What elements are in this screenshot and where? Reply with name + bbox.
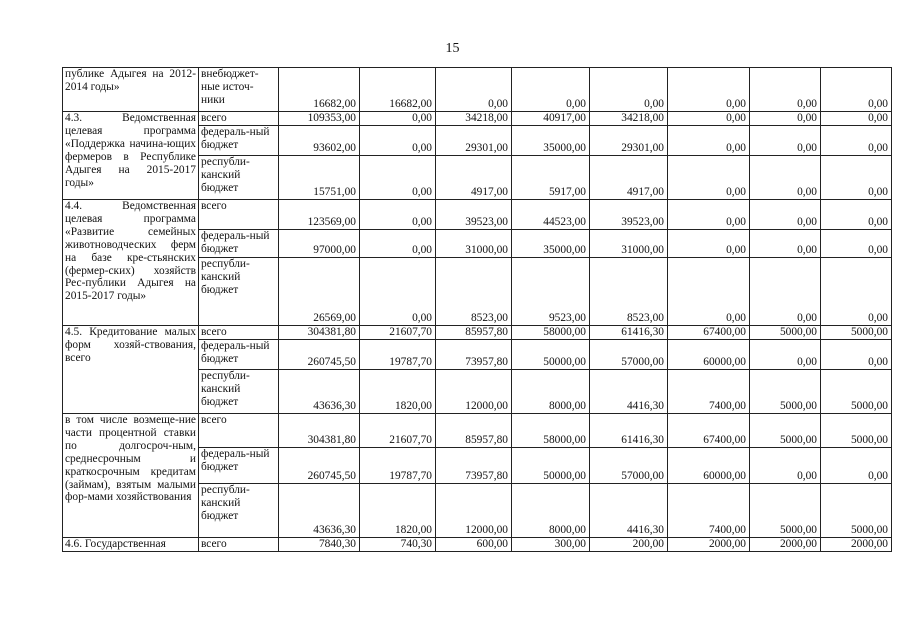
- amount-cell: 57000,00: [590, 340, 668, 370]
- amount-cell: 12000,00: [436, 484, 512, 538]
- amount-cell: 4917,00: [590, 156, 668, 200]
- amount-cell: 58000,00: [512, 326, 590, 340]
- amount-cell: 21607,70: [360, 326, 436, 340]
- amount-cell: 93602,00: [279, 126, 360, 156]
- amount-cell: 61416,30: [590, 414, 668, 448]
- funding-source-cell: всего: [199, 538, 279, 552]
- amount-cell: 0,00: [436, 68, 512, 112]
- amount-cell: 0,00: [512, 68, 590, 112]
- amount-cell: 0,00: [668, 230, 750, 258]
- program-name-cell: 4.4. Ведомственная целевая программа «Развитие семейных животноводческих ферм на базе кре-стьянских (фермер-ских) хозяйств Рес-публики Адыгея на 2015-2017 годы»: [63, 200, 199, 326]
- amount-cell: 60000,00: [668, 340, 750, 370]
- amount-cell: 67400,00: [668, 326, 750, 340]
- amount-cell: 0,00: [360, 258, 436, 326]
- amount-cell: 5000,00: [750, 414, 821, 448]
- amount-cell: 9523,00: [512, 258, 590, 326]
- amount-cell: 0,00: [360, 126, 436, 156]
- amount-cell: 43636,30: [279, 370, 360, 414]
- amount-cell: 21607,70: [360, 414, 436, 448]
- funding-source-cell: внебюджет-ные источ-ники: [199, 68, 279, 112]
- amount-cell: 0,00: [750, 340, 821, 370]
- amount-cell: 0,00: [668, 258, 750, 326]
- amount-cell: 0,00: [750, 68, 821, 112]
- amount-cell: 31000,00: [436, 230, 512, 258]
- funding-source-cell: всего: [199, 200, 279, 230]
- amount-cell: 16682,00: [279, 68, 360, 112]
- amount-cell: 300,00: [512, 538, 590, 552]
- program-name-cell: в том числе возмеще-ние части процентной ставки по долгосроч-ным, среднесрочным и краткосрочным кредитам (займам), взятым малыми фор-мами хозяйствования: [63, 414, 199, 538]
- funding-source-cell: республи-канский бюджет: [199, 258, 279, 326]
- amount-cell: 7840,30: [279, 538, 360, 552]
- amount-cell: 0,00: [668, 112, 750, 126]
- amount-cell: 8523,00: [590, 258, 668, 326]
- amount-cell: 0,00: [360, 200, 436, 230]
- program-name-cell: 4.5. Кредитование малых форм хозяй-ствования, всего: [63, 326, 199, 414]
- amount-cell: 8523,00: [436, 258, 512, 326]
- amount-cell: 304381,80: [279, 414, 360, 448]
- amount-cell: 600,00: [436, 538, 512, 552]
- table-row: [63, 200, 892, 230]
- amount-cell: 60000,00: [668, 448, 750, 484]
- amount-cell: 123569,00: [279, 200, 360, 230]
- amount-cell: 67400,00: [668, 414, 750, 448]
- amount-cell: 0,00: [821, 258, 892, 326]
- table-row: [63, 68, 892, 112]
- amount-cell: 5000,00: [821, 414, 892, 448]
- amount-cell: 0,00: [750, 230, 821, 258]
- amount-cell: 5917,00: [512, 156, 590, 200]
- amount-cell: 0,00: [360, 112, 436, 126]
- amount-cell: 50000,00: [512, 448, 590, 484]
- amount-cell: 40917,00: [512, 112, 590, 126]
- amount-cell: 0,00: [750, 156, 821, 200]
- amount-cell: 0,00: [750, 112, 821, 126]
- funding-source-cell: всего: [199, 414, 279, 448]
- amount-cell: 7400,00: [668, 370, 750, 414]
- amount-cell: 34218,00: [590, 112, 668, 126]
- amount-cell: 26569,00: [279, 258, 360, 326]
- amount-cell: 97000,00: [279, 230, 360, 258]
- amount-cell: 2000,00: [821, 538, 892, 552]
- amount-cell: 19787,70: [360, 448, 436, 484]
- amount-cell: 43636,30: [279, 484, 360, 538]
- amount-cell: 5000,00: [821, 484, 892, 538]
- amount-cell: 85957,80: [436, 326, 512, 340]
- table-row: [63, 112, 892, 126]
- funding-source-cell: федераль-ный бюджет: [199, 448, 279, 484]
- amount-cell: 0,00: [668, 200, 750, 230]
- amount-cell: 61416,30: [590, 326, 668, 340]
- amount-cell: 35000,00: [512, 230, 590, 258]
- amount-cell: 73957,80: [436, 340, 512, 370]
- amount-cell: 0,00: [360, 156, 436, 200]
- amount-cell: 0,00: [750, 258, 821, 326]
- amount-cell: 1820,00: [360, 370, 436, 414]
- amount-cell: 39523,00: [436, 200, 512, 230]
- table-row: [63, 414, 892, 448]
- amount-cell: 0,00: [821, 340, 892, 370]
- amount-cell: 0,00: [821, 112, 892, 126]
- amount-cell: 15751,00: [279, 156, 360, 200]
- amount-cell: 31000,00: [590, 230, 668, 258]
- table-row: [63, 326, 892, 340]
- amount-cell: 19787,70: [360, 340, 436, 370]
- amount-cell: 109353,00: [279, 112, 360, 126]
- amount-cell: 2000,00: [668, 538, 750, 552]
- amount-cell: 7400,00: [668, 484, 750, 538]
- amount-cell: 5000,00: [821, 326, 892, 340]
- amount-cell: 304381,80: [279, 326, 360, 340]
- amount-cell: 1820,00: [360, 484, 436, 538]
- amount-cell: 44523,00: [512, 200, 590, 230]
- amount-cell: 50000,00: [512, 340, 590, 370]
- amount-cell: 0,00: [668, 156, 750, 200]
- amount-cell: 4416,30: [590, 370, 668, 414]
- amount-cell: 4917,00: [436, 156, 512, 200]
- budget-table: [62, 67, 892, 552]
- amount-cell: 0,00: [821, 200, 892, 230]
- amount-cell: 35000,00: [512, 126, 590, 156]
- amount-cell: 85957,80: [436, 414, 512, 448]
- amount-cell: 5000,00: [821, 370, 892, 414]
- amount-cell: 0,00: [750, 200, 821, 230]
- program-name-cell: 4.6. Государственная: [63, 538, 199, 552]
- table-body: [63, 68, 892, 552]
- amount-cell: 0,00: [750, 448, 821, 484]
- amount-cell: 0,00: [821, 230, 892, 258]
- amount-cell: 0,00: [590, 68, 668, 112]
- amount-cell: 0,00: [750, 126, 821, 156]
- amount-cell: 0,00: [821, 126, 892, 156]
- funding-source-cell: республи-канский бюджет: [199, 370, 279, 414]
- amount-cell: 16682,00: [360, 68, 436, 112]
- funding-source-cell: всего: [199, 112, 279, 126]
- amount-cell: 5000,00: [750, 484, 821, 538]
- amount-cell: 2000,00: [750, 538, 821, 552]
- amount-cell: 73957,80: [436, 448, 512, 484]
- amount-cell: 8000,00: [512, 484, 590, 538]
- amount-cell: 58000,00: [512, 414, 590, 448]
- amount-cell: 29301,00: [590, 126, 668, 156]
- amount-cell: 34218,00: [436, 112, 512, 126]
- amount-cell: 200,00: [590, 538, 668, 552]
- amount-cell: 740,30: [360, 538, 436, 552]
- amount-cell: 4416,30: [590, 484, 668, 538]
- amount-cell: 5000,00: [750, 370, 821, 414]
- page-number: 15: [445, 41, 460, 56]
- funding-source-cell: федераль-ный бюджет: [199, 340, 279, 370]
- amount-cell: 0,00: [668, 68, 750, 112]
- amount-cell: 260745,50: [279, 448, 360, 484]
- amount-cell: 29301,00: [436, 126, 512, 156]
- funding-source-cell: федераль-ный бюджет: [199, 230, 279, 258]
- amount-cell: 0,00: [821, 156, 892, 200]
- amount-cell: 12000,00: [436, 370, 512, 414]
- amount-cell: 260745,50: [279, 340, 360, 370]
- funding-source-cell: всего: [199, 326, 279, 340]
- funding-source-cell: республи-канский бюджет: [199, 484, 279, 538]
- program-name-cell: публике Адыгея на 2012-2014 годы»: [63, 68, 199, 112]
- amount-cell: 0,00: [360, 230, 436, 258]
- funding-source-cell: республи-канский бюджет: [199, 156, 279, 200]
- amount-cell: 0,00: [821, 68, 892, 112]
- funding-source-cell: федераль-ный бюджет: [199, 126, 279, 156]
- amount-cell: 39523,00: [590, 200, 668, 230]
- amount-cell: 8000,00: [512, 370, 590, 414]
- amount-cell: 0,00: [668, 126, 750, 156]
- amount-cell: 5000,00: [750, 326, 821, 340]
- amount-cell: 0,00: [821, 448, 892, 484]
- table-row: [63, 538, 892, 552]
- program-name-cell: 4.3. Ведомственная целевая программа «Поддержка начина-ющих фермеров в Республике Адыгея на 2015-2017 годы»: [63, 112, 199, 200]
- amount-cell: 57000,00: [590, 448, 668, 484]
